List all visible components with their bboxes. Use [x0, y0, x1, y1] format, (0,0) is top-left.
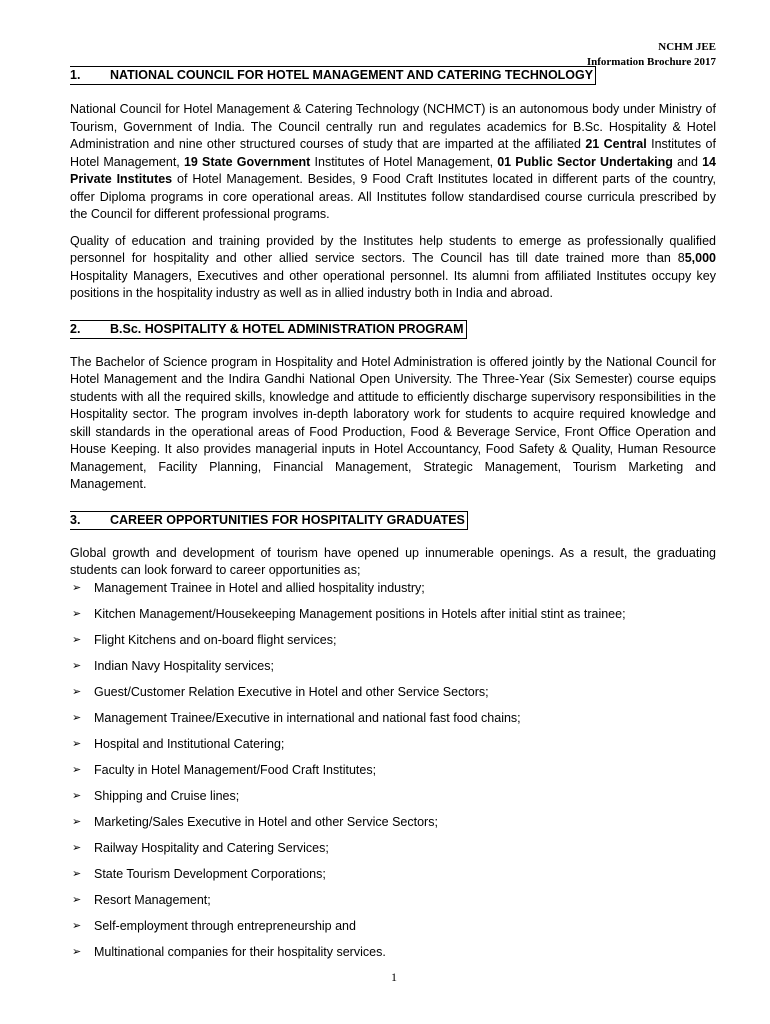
text-run: and — [672, 154, 703, 169]
text-run: of Hotel Management. Besides, 9 Food Craft Institutes located in different parts of the country, offer Diploma programs in core operational areas. All Institutes follow standardised course curricula prescribed by the Council for different professional programs. — [70, 172, 716, 221]
section-3-title: CAREER OPPORTUNITIES FOR HOSPITALITY GRADUATES — [110, 512, 465, 527]
section-1-title: NATIONAL COUNCIL FOR HOTEL MANAGEMENT AND CATERING TECHNOLOGY — [110, 68, 594, 82]
section-2-number: 2. — [70, 321, 81, 336]
list-item-text: Faculty in Hotel Management/Food Craft Institutes; — [94, 762, 377, 777]
header-title: NCHM JEE — [658, 41, 716, 53]
list-item-text: Multinational companies for their hospitality services. — [94, 944, 386, 959]
arrow-bullet-icon: ➢ — [72, 711, 82, 724]
text-run: Institutes of Hotel Management, — [70, 137, 716, 169]
list-item-text: Guest/Customer Relation Executive in Hotel and other Service Sectors; — [94, 684, 489, 699]
list-item-text: Kitchen Management/Housekeeping Management positions in Hotels after initial stint as trainee; — [94, 606, 626, 621]
list-item — [70, 866, 716, 892]
text-run: Quality of education and training provided by the Institutes help students to emerge as professionally qualified personnel for hospitality and other allied service sectors. The Council has till date trained more than 8 — [70, 233, 716, 265]
arrow-bullet-icon: ➢ — [72, 607, 82, 620]
arrow-bullet-icon: ➢ — [72, 737, 82, 750]
list-item — [70, 736, 716, 762]
arrow-bullet-icon: ➢ — [72, 841, 82, 854]
section-2-heading — [70, 320, 467, 339]
arrow-bullet-icon: ➢ — [72, 867, 82, 880]
list-item-text: Indian Navy Hospitality services; — [94, 658, 274, 673]
career-list — [70, 580, 716, 970]
header-subtitle: Information Brochure 2017 — [586, 56, 716, 68]
list-item-text: State Tourism Development Corporations; — [94, 866, 326, 881]
list-item — [70, 944, 716, 970]
list-item-text: Management Trainee in Hotel and allied hospitality industry; — [94, 580, 425, 595]
bold-run: 19 State Government — [183, 154, 311, 169]
bold-run: 14 Private Institutes — [70, 154, 717, 186]
list-item — [70, 606, 716, 632]
list-item — [70, 684, 716, 710]
arrow-bullet-icon: ➢ — [72, 685, 82, 698]
list-item-text: Railway Hospitality and Catering Services; — [94, 840, 329, 855]
text-run: Hospitality Managers, Executives and other operational personnel. Its alumni from affiliated Institutes occupy key positions in the hospitality industry as well as in allied industry both in India and abroad. — [70, 268, 716, 300]
document-body — [70, 66, 716, 970]
text-run: National Council for Hotel Management & Catering Technology (NCHMCT) is an autonomous body under Ministry of Tourism, Government of India. The Council centrally run and regulates academics for B.Sc. Hospitality & Hotel Administration and nine other structured courses of study that are imparted at the affiliated — [70, 102, 716, 151]
list-item-text: Hospital and Institutional Catering; — [94, 736, 285, 751]
bold-run: 01 Public Sector Undertaking — [497, 154, 673, 169]
section-3-heading — [70, 511, 468, 530]
list-item — [70, 762, 716, 788]
list-item — [70, 580, 716, 606]
arrow-bullet-icon: ➢ — [72, 945, 82, 958]
bold-run: 5,000 — [684, 251, 716, 265]
section-2-paragraph: The Bachelor of Science program in Hospitality and Hotel Administration is offered jointly by the National Council for Hotel Management and the Indira Gandhi National Open University. The Three-Year (Six Semester) course equips students with all the required skills, knowledge and attitude to efficiently discharge supervisory responsibilities in the Hospitality sector. The program involves in-depth laboratory work for students to acquire required knowledge and skill standards in the operational areas of Food Production, Food & Beverage Service, Front Office Operation and House Keeping. It also provides managerial inputs in Hotel Accountancy, Food Safety & Quality, Human Resource Management, Facility Planning, Financial Management, Strategic Management, Tourism Marketing and Management. — [70, 354, 716, 491]
list-item-text: Resort Management; — [94, 892, 211, 907]
page-number: 1 — [391, 970, 397, 984]
section-3-number: 3. — [70, 512, 81, 527]
list-item-text: Shipping and Cruise lines; — [94, 788, 240, 803]
section-1-number: 1. — [70, 68, 81, 82]
section-1-paragraph-2 — [70, 233, 716, 303]
arrow-bullet-icon: ➢ — [72, 919, 82, 932]
list-item — [70, 814, 716, 840]
list-item — [70, 892, 716, 918]
section-2-title: B.Sc. HOSPITALITY & HOTEL ADMINISTRATION PROGRAM — [110, 321, 464, 336]
list-item-text: Flight Kitchens and on-board flight services; — [94, 632, 337, 647]
arrow-bullet-icon: ➢ — [72, 581, 82, 594]
list-item-text: Marketing/Sales Executive in Hotel and other Service Sectors; — [94, 814, 438, 829]
list-item — [70, 632, 716, 658]
section-1-paragraph-1 — [70, 101, 716, 224]
arrow-bullet-icon: ➢ — [72, 763, 82, 776]
bold-run: 21 Central — [585, 137, 647, 151]
list-item — [70, 710, 716, 736]
list-item — [70, 658, 716, 684]
text-run: Institutes of Hotel Management, — [310, 154, 498, 169]
arrow-bullet-icon: ➢ — [72, 659, 82, 672]
list-item-text: Management Trainee/Executive in international and national fast food chains; — [94, 710, 521, 725]
section-3-intro: Global growth and development of tourism have opened up innumerable openings. As a result, the graduating students can look forward to career opportunities as; — [70, 545, 716, 577]
list-item — [70, 840, 716, 866]
arrow-bullet-icon: ➢ — [72, 633, 82, 646]
section-1-heading — [70, 66, 596, 85]
list-item — [70, 918, 716, 944]
list-item — [70, 788, 716, 814]
arrow-bullet-icon: ➢ — [72, 893, 82, 906]
arrow-bullet-icon: ➢ — [72, 815, 82, 828]
arrow-bullet-icon: ➢ — [72, 789, 82, 802]
list-item-text: Self-employment through entrepreneurship and — [94, 918, 356, 933]
